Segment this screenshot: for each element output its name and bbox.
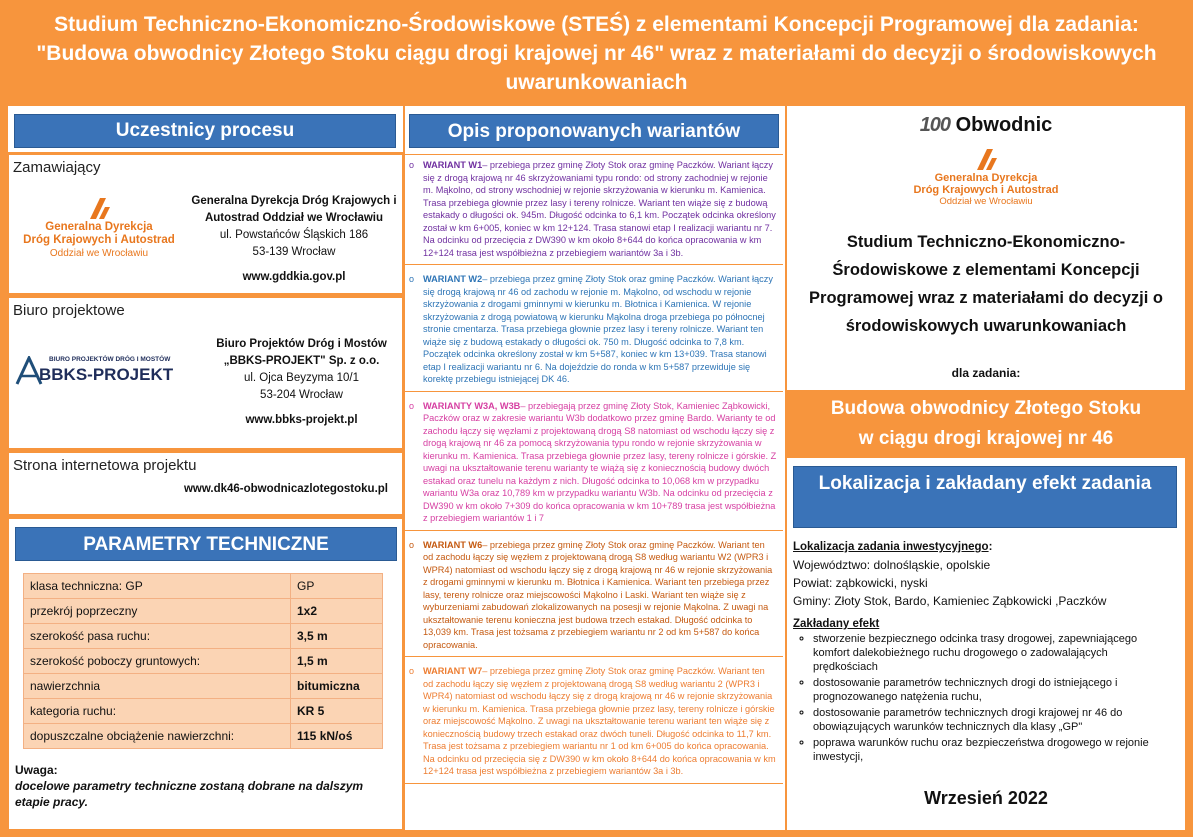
params-box	[8, 518, 403, 830]
params-row	[24, 699, 383, 724]
effect-item: ◦ dostosowanie parametrów technicznych drogi krajowej nr 46 do obowiązujących warunków technicznych dla klasy „GP"	[813, 706, 1165, 734]
params-key: dopuszczalne obciążenie nawierzchni:	[24, 724, 291, 749]
variant-text: – przebiega przez gminę Złoty Stok oraz gminę Paczków. Wariant łączy się drogą krajową nr 46 od zachodu w rejonie m. Mąkolno, od wschodu w rejonie skrzyżowania z drogami gminnymi w kierunku m. Błotnica i Kamienica. W rejonie skrzyżowania z drogą powiatową w kierunku Mąkolna droga przebiega po północnej stronie cmentarza. Trasa przebiega głownie przez lasy i tereny rolnicze. Wariant ten wiąże się z budową estakady o długości ok. 750 m. Długość odcinka to 7,8 km. Początek odcinka określony został w km 5+587, koniec w km 13+039. Trasa stanowi etap I realizacji wariantu nr 6. Na dojeździe do ronda w km 5+587 przewiduje się korektę przebiegu istniejącej DK 46.	[423, 274, 773, 384]
page-header	[8, 4, 1185, 102]
params-title	[15, 527, 397, 561]
params-row	[24, 649, 383, 674]
params-note	[15, 762, 395, 810]
params-row	[24, 724, 383, 749]
office-addr-2: 53-204 Wrocław	[260, 389, 343, 401]
params-key: szerokość poboczy gruntowych:	[24, 649, 291, 674]
params-row	[24, 574, 383, 599]
variant-bullet-icon: o	[409, 400, 415, 411]
office-name-2: „BBKS-PROJEKT" Sp. z o.o.	[223, 355, 380, 367]
params-value: GP	[291, 574, 383, 599]
variant-text: – przebiegają przez gminę Złoty Stok, Kamieniec Ząbkowicki, Paczków oraz w zakresie wariantu W3b dodatkowo przez gminę Bardo. Warianty te od zachodu łączy się węzłami z projektowaną drogą S8 natomiast od wschodu łączy się z drogą krajową nr 46 za pomocą skrzyżowania typu rondo w rejonie skrzyżowania w kierunku m. Kamienica. Trasa przebiega głownie przez lasy, tereny rolnicze i górskie. Z uwagi na ukształtowanie terenu warianty te wiążą się z koniecznością budowy dwóch estakad oraz tunelu na każdym z nich. Długość odcinka to 10,068 km w przypadku wariantu W3a oraz 10,789 km w przypadku wariantu W3b. Na odcinku od przecięcia z DW390 w km około 7+309 do końca opracowania w km 10+789 trasa jest współbieżna z przebiegiem wariantów 1 i 7	[423, 400, 777, 523]
office-label: Biuro projektowe	[13, 302, 125, 319]
effects-list	[793, 632, 1165, 764]
location-title-text: Lokalizacja i zakładany efekt zadania	[818, 473, 1152, 494]
variant-item	[405, 159, 783, 265]
brand-num: 100	[919, 114, 951, 136]
variant-item	[405, 273, 783, 392]
variant-name: WARIANT W6	[423, 539, 483, 550]
variant-bullet-icon: o	[409, 539, 415, 550]
params-row	[24, 599, 383, 624]
params-value: 115 kN/oś	[291, 724, 383, 749]
website-url[interactable]: www.dk46-obwodnicazlotegostoku.pl	[183, 483, 388, 495]
client-box	[8, 154, 403, 294]
client-addr-2: 53-139 Wrocław	[252, 246, 336, 258]
location-heading	[793, 538, 1181, 556]
office-addr-1: ul. Ojca Beyzyma 10/1	[243, 372, 360, 384]
for-task-label: dla zadania:	[951, 366, 1021, 380]
params-note-text: docelowe parametry techniczne zostaną dobrane na dalszym etapie pracy.	[15, 779, 364, 809]
variant-text: – przebiega przez gminę Złoty Stok oraz gminę Paczków. Wariant ten od zachodu łączy się węzłem z projektowaną drogą S8 według wariantu W2 (WPR3 i WPR4) natomiast od wschodu łączy się z drogą krajową nr 46 w rejonie skrzyżowania z drogami gminnymi w kierunku m. Błotnica i Kamienica. Wariant ten przebiega przez lasy, tereny rolnicze oraz miejscowości Mąkolno i Laski. Wariant ten wiąże się z wyburzeniami zabudowań zlokalizowanych na posesji w rejonie Mąkolna. Z uwagi na ukształtowanie terenu konieczna jest budowa trzech estakad. Długość odcinka to 13,039 km. Trasa jest tożsama z przebiegiem wariantu nr 2 od km 5+587 do końca opracowania.	[423, 539, 773, 650]
left-column	[8, 106, 403, 830]
variant-bullet-icon: o	[409, 666, 415, 676]
params-key: szerokość pasa ruchu:	[24, 624, 291, 649]
client-details	[189, 193, 399, 286]
brand-word: Obwodnic	[955, 114, 1053, 136]
participants-title	[14, 114, 396, 148]
params-key: klasa techniczna: GP	[24, 574, 291, 599]
right-gddkia-logo-icon	[973, 146, 999, 172]
params-key: nawierzchnia	[24, 674, 291, 699]
website-box	[8, 452, 403, 515]
bbks-logo	[15, 354, 201, 394]
location-county: Powiat: ząbkowicki, nyski	[793, 576, 928, 590]
params-value: 3,5 m	[291, 624, 383, 649]
params-key: kategoria ruchu:	[24, 699, 291, 724]
variant-item	[405, 400, 783, 531]
params-title-text: PARAMETRY TECHNICZNE	[83, 534, 329, 555]
bbks-logo-small: BIURO PROJEKTÓW DRÓG I MOSTÓW	[49, 356, 171, 363]
location-voivodeship: Województwo: dolnośląskie, opolskie	[793, 558, 991, 572]
variants-list	[405, 154, 783, 792]
location-title	[793, 466, 1177, 528]
variant-text: – przebiega przez gminę Złoty Stok oraz gminę Paczków. Wariant ten od zachodu łączy się węzłem z projektowaną drogą S8 według wariantu 2 (WPR3 i WPR4) natomiast od wschodu łączy się z drogą krajową nr 46 w rejonie skrzyżowania w kierunku m. Kamienica. Trasa przebiega głownie przez lasy, tereny rolnicze i górskie oraz miejscowość Mąkolno. Z uwagi na ukształtowanie terenu wariant ten wiąże się z koniecznością budowy trzech estakad oraz dwóch tuneli. Długość odcinka to 11,7 km. Trasa jest tożsama z przebiegiem wariantu nr 1 od km 6+005 do końca opracowania. Na odcinku od przecięcia się z DW390 w km około 8+644 do końca opracowania w km 12+124 trasa jest współbieżna z przebiegiem wariantów 3a i 3b.	[423, 666, 776, 776]
effect-section	[793, 618, 1165, 766]
office-box	[8, 297, 403, 449]
participants-title-text: Uczestnicy procesu	[115, 120, 295, 141]
params-note-title: Uwaga:	[15, 763, 58, 777]
date-label: Wrzesień 2022	[924, 788, 1048, 808]
gddkia-logo-line-1: Generalna Dyrekcja	[45, 221, 153, 233]
middle-column	[405, 106, 785, 830]
header-line-2: "Budowa obwodnicy Złotego Stoku ciągu drogi krajowej nr 46" wraz z materiałami do decyzji o środowiskowych	[36, 42, 1157, 65]
study-title: Studium Techniczno-Ekonomiczno-Środowiskowe z elementami Koncepcji Programowej wraz z materiałami do decyzji o środowiskowych uwarunkowaniach	[809, 233, 1163, 335]
right-logo-line-3: Oddział we Wrocławiu	[939, 196, 1033, 207]
header-line-1: Studium Techniczno-Ekonomiczno-Środowiskowe (STEŚ) z elementami Koncepcji Programowej dla zadania:	[54, 13, 1139, 36]
variants-title	[409, 114, 779, 148]
right-gddkia-logo	[886, 146, 1086, 208]
task-name-1: Budowa obwodnicy Złotego Stoku	[830, 398, 1142, 419]
effect-item: ◦ poprawa warunków ruchu oraz bezpieczeństwa drogowego w rejonie inwestycji,	[813, 736, 1165, 764]
gddkia-logo-line-2: Dróg Krajowych i Autostrad	[23, 234, 175, 246]
client-name-1: Generalna Dyrekcja Dróg Krajowych i	[191, 195, 397, 207]
client-label: Zamawiający	[13, 159, 101, 176]
params-value: KR 5	[291, 699, 383, 724]
location-heading-text: Lokalizacja zadania inwestycyjnego	[793, 541, 989, 553]
header-line-3: uwarunkowaniach	[505, 71, 688, 94]
variant-bullet-icon: o	[409, 160, 415, 170]
client-name-2: Autostrad Oddział we Wrocławiu	[204, 212, 384, 224]
gddkia-logo-line-3: Oddział we Wrocławiu	[49, 248, 149, 259]
variant-item	[405, 665, 783, 784]
variant-name: WARIANT W2	[423, 274, 483, 284]
location-section	[793, 538, 1181, 610]
location-heading-colon: :	[988, 541, 993, 553]
website-label: Strona internetowa projektu	[13, 457, 197, 474]
variant-item	[405, 539, 783, 658]
client-www[interactable]: www.gddkia.gov.pl	[242, 271, 346, 283]
right-logo-line-1: Generalna Dyrekcja	[934, 172, 1038, 184]
task-name-2: w ciągu drogi krajowej nr 46	[858, 428, 1114, 449]
variant-bullet-icon: o	[409, 274, 415, 284]
effect-item: ◦ dostosowanie parametrów technicznych drogi do istniejącego i prognozowanego natężenia ruchu,	[813, 676, 1165, 704]
params-row	[24, 674, 383, 699]
right-logo-line-2: Dróg Krajowych i Autostrad	[913, 184, 1059, 196]
params-value: bitumiczna	[291, 674, 383, 699]
params-table	[23, 573, 383, 749]
gddkia-logo	[15, 195, 183, 269]
office-details	[204, 336, 399, 429]
variant-name: WARIANT W1	[423, 160, 483, 170]
effect-heading: Zakładany efekt	[793, 618, 880, 630]
office-name-1: Biuro Projektów Dróg i Mostów	[216, 338, 387, 350]
location-communes: Gminy: Złoty Stok, Bardo, Kamieniec Ząbkowicki ,Paczków	[793, 594, 1107, 608]
params-value: 1,5 m	[291, 649, 383, 674]
office-www[interactable]: www.bbks-projekt.pl	[245, 414, 358, 426]
params-value: 1x2	[291, 599, 383, 624]
task-name-panel	[787, 390, 1185, 458]
params-key: przekrój poprzeczny	[24, 599, 291, 624]
variant-name: WARIANT W7	[423, 666, 483, 676]
right-column	[787, 106, 1185, 830]
gddkia-logo-icon	[86, 195, 112, 221]
variant-name: WARIANTY W3A, W3B	[423, 400, 521, 411]
brand-logo	[787, 114, 1185, 137]
effect-item: ◦ stworzenie bezpiecznego odcinka trasy drogowej, zapewniającego komfort dalekobieżnego ruchu drogowego o zadowalających prędkościach	[813, 632, 1165, 674]
bbks-logo-big: BBKS-PROJEKT	[39, 365, 174, 384]
variants-title-text: Opis proponowanych wariantów	[447, 121, 741, 142]
params-row	[24, 624, 383, 649]
variant-text: – przebiega przez gminę Złoty Stok oraz gminę Paczków. Wariant łączy się z drogą krajową nr 46 skrzyżowaniami typu rondo: od strony zachodniej w rejonie m. Mąkolno, od strony wschodniej w rejonie skrzyżowania w kierunku m. Kamienica. Trasa przebiega głownie przez lasy i tereny rolnicze. Wariant ten wiąże się z budową estakady o długości ok. 945m. Długość odcinka to 6,1 km. Początek odcinka określony został w km 6+005, koniec w km 12+124. Trasa stanowi etap I realizacji wariantu nr 7. Na odcinku od przecięcia z DW390 w km około 8+644 do końca opracowania w km 12+124 trasa jest współbieżna z przebiegiem wariantów 3a i 3b.	[423, 160, 776, 258]
client-addr-1: ul. Powstańców Śląskich 186	[219, 229, 369, 241]
